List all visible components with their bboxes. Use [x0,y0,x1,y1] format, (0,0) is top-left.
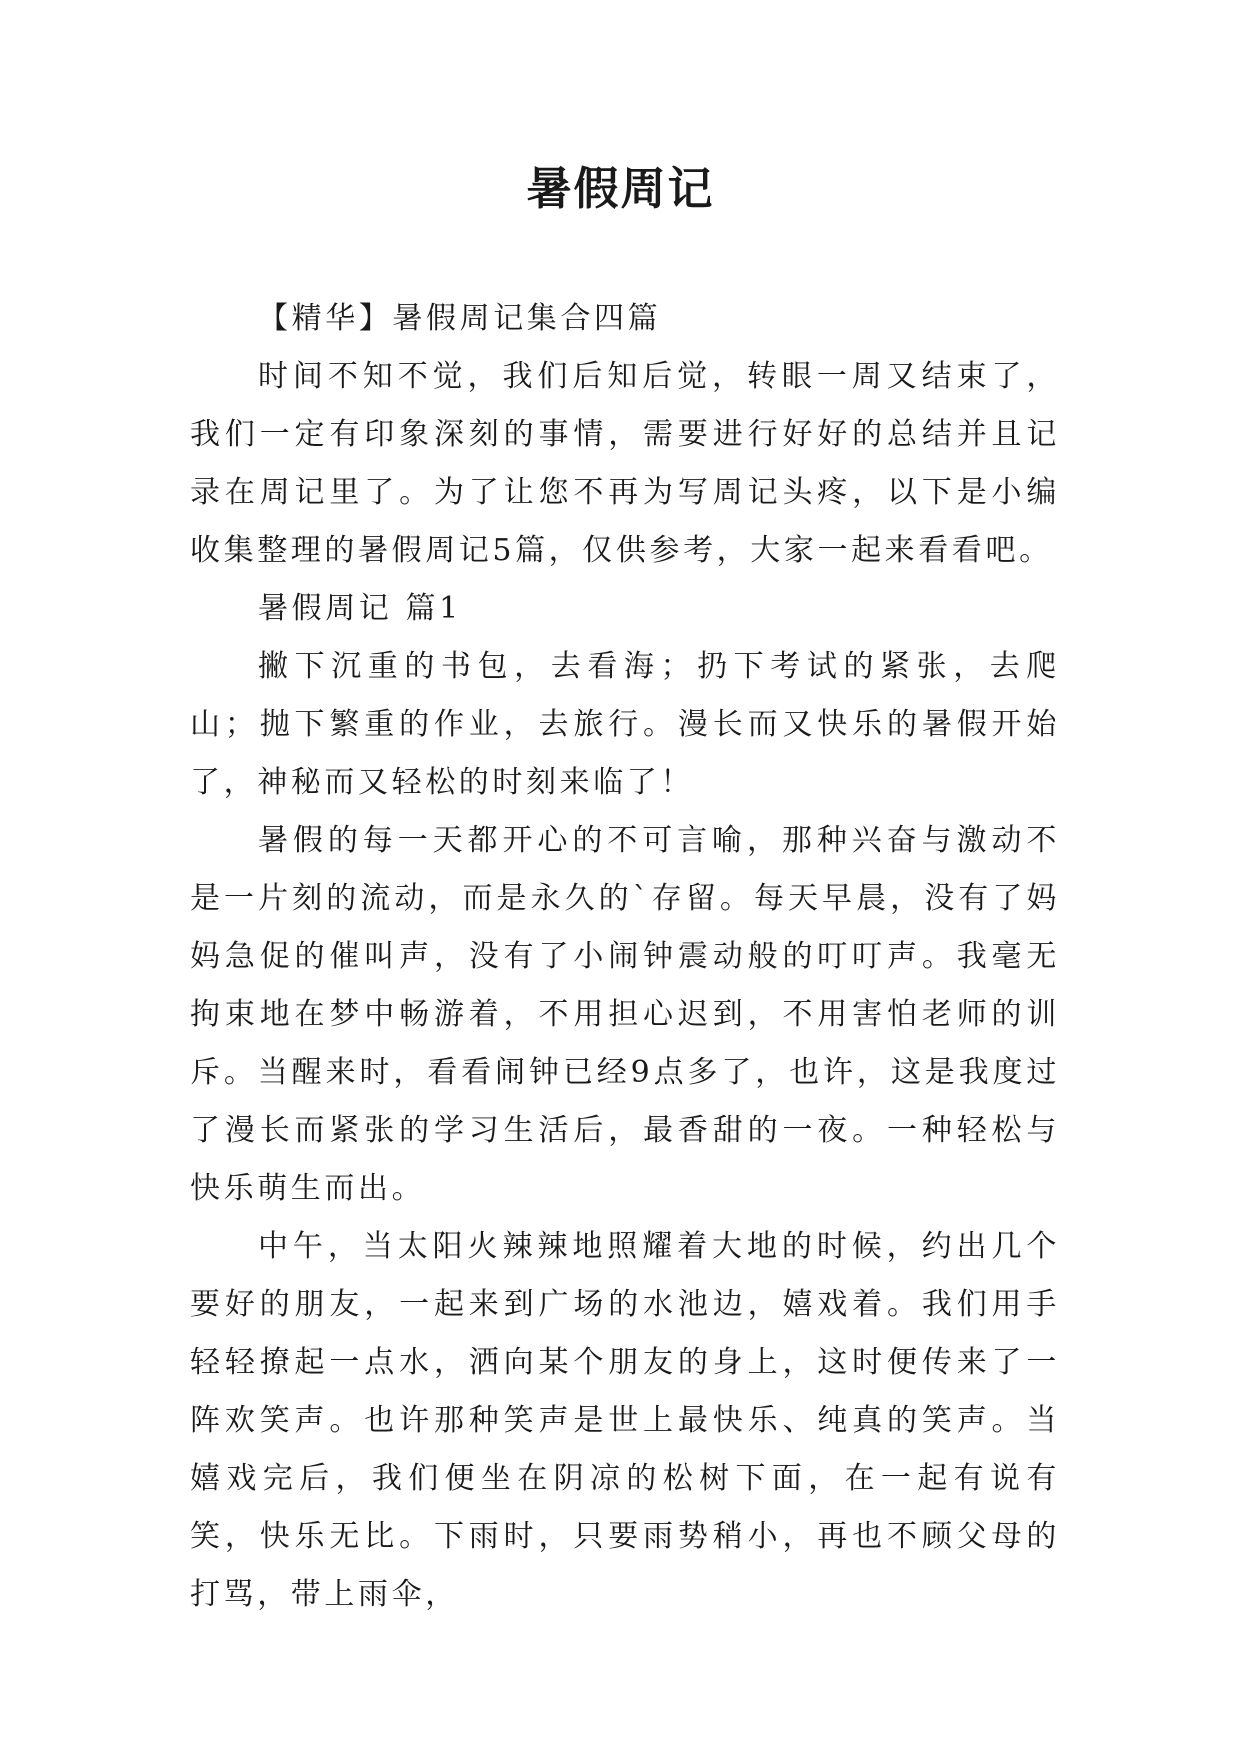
body-paragraph: 暑假的每一天都开心的不可言喻，那种兴奋与激动不是一片刻的流动，而是永久的`存留。每天早晨，没有了妈妈急促的催叫声，没有了小闹钟震动般的叮叮声。我毫无拘束地在梦中畅游着，不用担心迟到，不用害怕老师的训斥。当醒来时，看看闹钟已经9点多了，也许，这是我度过了漫长而紧张的学习生活后，最香甜的一夜。一种轻松与快乐萌生而出。 [190,823,1060,1206]
intro-paragraph: 时间不知不觉，我们后知后觉，转眼一周又结束了，我们一定有印象深刻的事情，需要进行好好的总结并且记录在周记里了。为了让您不再为写周记头疼，以下是小编收集整理的暑假周记5篇，仅供参考，大家一起来看看吧。 [190,359,1060,568]
body-paragraph: 中午，当太阳火辣辣地照耀着大地的时候，约出几个要好的朋友，一起来到广场的水池边，嬉戏着。我们用手轻轻撩起一点水，洒向某个朋友的身上，这时便传来了一阵欢笑声。也许那种笑声是世上最快乐、纯真的笑声。当嬉戏完后，我们便坐在阴凉的松树下面，在一起有说有笑，快乐无比。下雨时，只要雨势稍小，再也不顾父母的打骂，带上雨伞， [190,1229,1060,1612]
document-title: 暑假周记 [526,162,715,215]
intro-heading: 【精华】暑假周记集合四篇 [258,301,662,336]
document-body [190,290,1060,1624]
body-paragraph: 撇下沉重的书包，去看海；扔下考试的紧张，去爬山；抛下繁重的作业，去旅行。漫长而又快乐的暑假开始了，神秘而又轻松的时刻来临了！ [190,649,1060,800]
section-heading: 暑假周记 篇1 [258,591,462,626]
